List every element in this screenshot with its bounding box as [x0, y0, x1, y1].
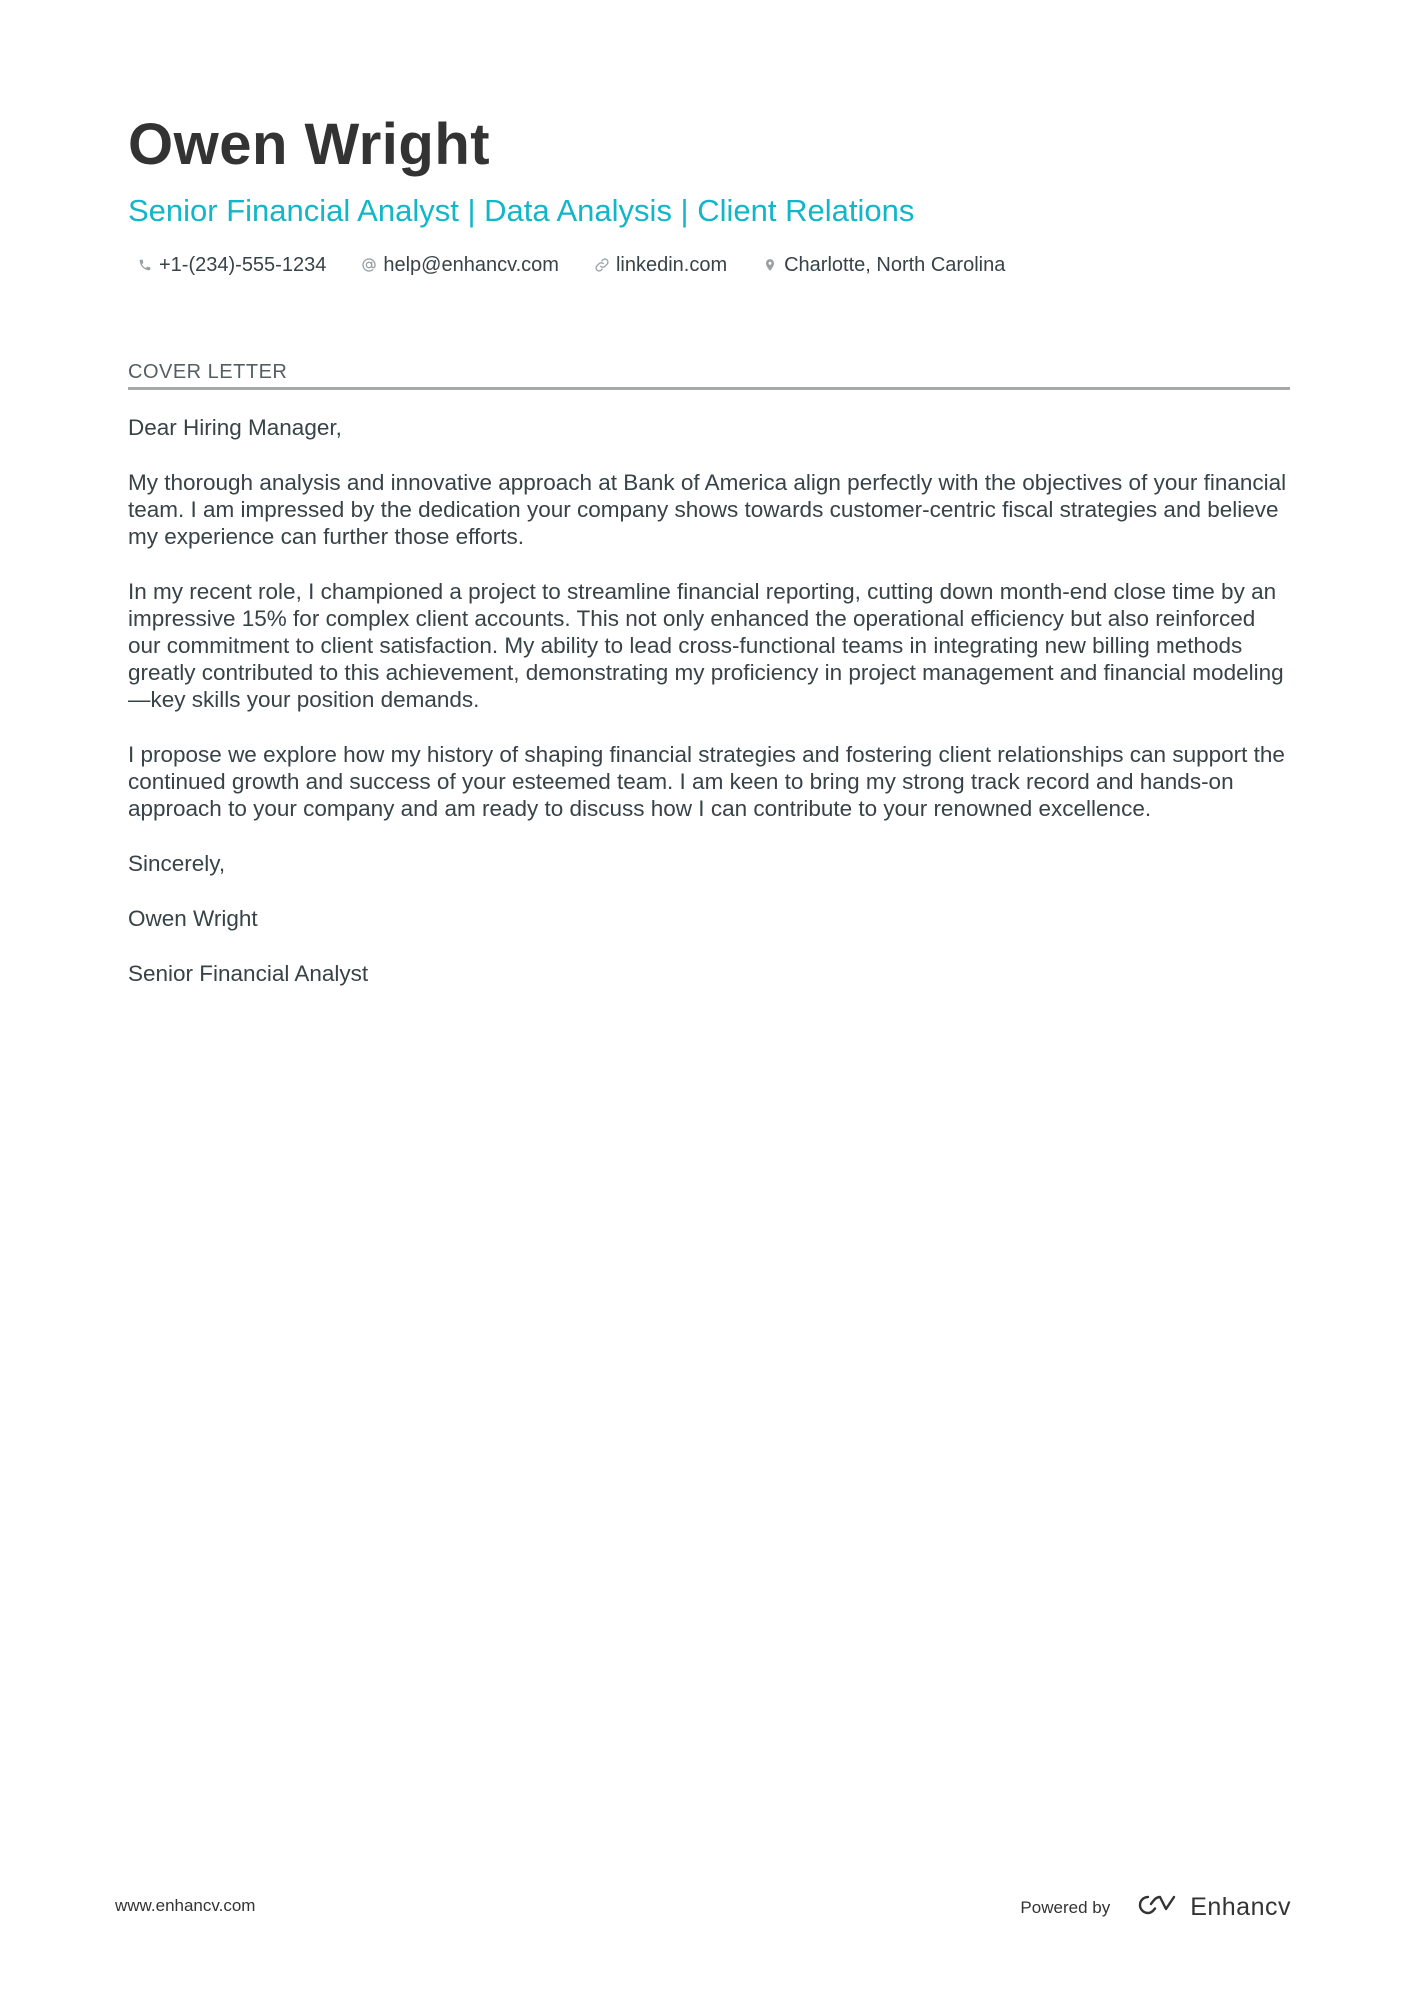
letter-paragraph-2: In my recent role, I championed a project to streamline financial reporting, cutting down month-end close time by an impressive 15% for complex client accounts. This not only enhanced the operational efficiency but also reinforced our commitment to client satisfaction. My ability to lead cross-functional teams in integrating new billing methods greatly contributed to this achievement, demonstrating my proficiency in project management and financial modeling—key skills your position demands.	[128, 579, 1284, 712]
phone-icon	[136, 256, 154, 274]
signature-title: Senior Financial Analyst	[128, 961, 369, 986]
footer-branding	[1020, 1893, 1291, 1922]
website-text: linkedin.com	[615, 254, 728, 276]
brand-logo[interactable]	[1136, 1893, 1291, 1922]
email-text: help@enhancv.com	[383, 254, 559, 276]
letter-body	[128, 414, 1293, 1015]
contact-phone[interactable]	[128, 252, 326, 278]
contact-location	[753, 252, 1005, 278]
contact-website[interactable]	[585, 252, 727, 278]
at-icon	[360, 256, 378, 274]
headline: Senior Financial Analyst | Data Analysis | Client Relations	[128, 193, 915, 228]
footer-website-link[interactable]: www.enhancv.com	[115, 1896, 256, 1915]
closing: Sincerely,	[128, 851, 226, 876]
enhancv-logo-icon	[1136, 1893, 1182, 1922]
contact-email[interactable]	[352, 252, 559, 278]
location-pin-icon	[761, 256, 779, 274]
contact-bar	[128, 252, 1290, 278]
signature-name: Owen Wright	[128, 906, 258, 931]
phone-text: +1-(234)-555-1234	[159, 254, 327, 276]
section-title-cover-letter: COVER LETTER	[128, 360, 1290, 390]
letter-paragraph-1: My thorough analysis and innovative approach at Bank of America align perfectly with the objectives of your financial team. I am impressed by the dedication your company shows towards customer-centric fiscal strategies and believe my experience can further those efforts.	[128, 470, 1287, 549]
salutation: Dear Hiring Manager,	[128, 415, 342, 440]
brand-name: Enhancv	[1190, 1893, 1291, 1921]
link-icon	[593, 256, 611, 274]
header	[128, 110, 1290, 278]
powered-by-label: Powered by	[1020, 1897, 1111, 1917]
letter-paragraph-3: I propose we explore how my history of shaping financial strategies and fostering client relationships can support the continued growth and success of your esteemed team. I am keen to bring my strong track record and hands-on approach to your company and am ready to discuss how I can contribute to your renowned excellence.	[128, 742, 1285, 821]
location-text: Charlotte, North Carolina	[784, 254, 1006, 276]
candidate-name: Owen Wright	[128, 112, 491, 177]
